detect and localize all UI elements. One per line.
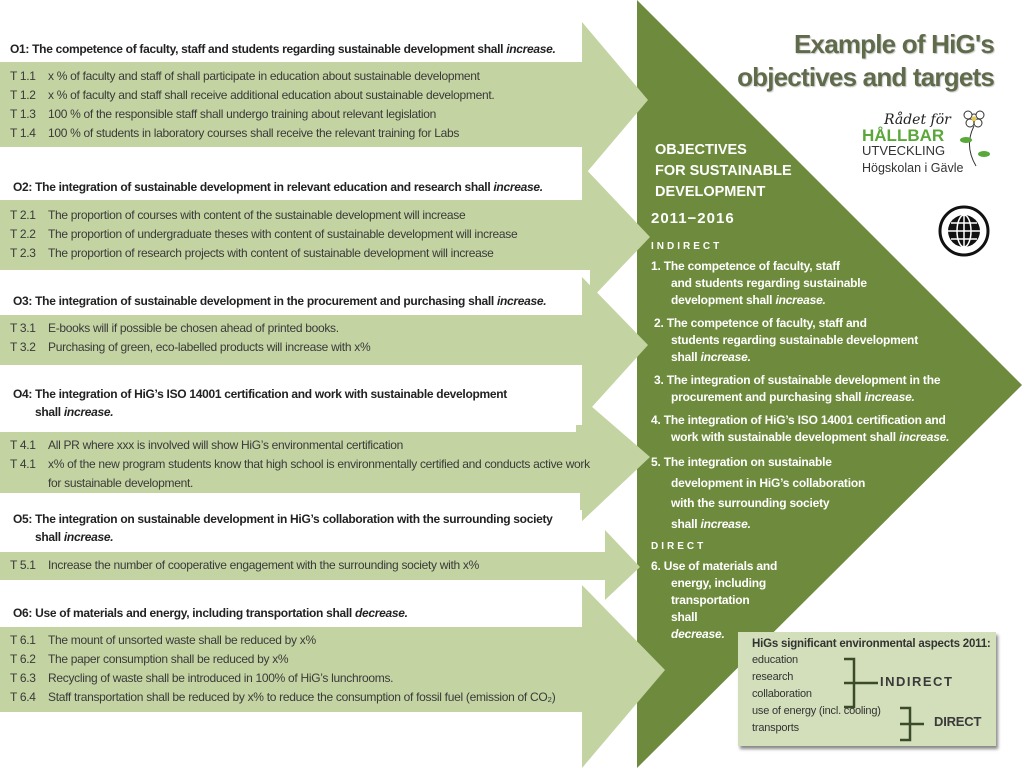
objective-header-o2: O2: The integration of sustainable development in relevant education and research shall increase.: [0, 178, 582, 198]
target-item: T 2.3 The proportion of research projects with content of sustainable development will increase: [10, 246, 494, 260]
direct-label: DIRECT: [934, 714, 982, 729]
objective-header-o3: O3: The integration of sustainable development in the procurement and purchasing shall increase.: [0, 292, 582, 312]
panel-years: 2011−2016: [651, 210, 735, 227]
target-item: T 1.2 x % of faculty and staff shall receive additional education about sustainable development.: [10, 88, 495, 102]
target-item: T 1.1 x % of faculty and staff of shall participate in education about sustainable development: [10, 69, 480, 83]
target-item: T 6.3 Recycling of waste shall be introduced in 100% of HiG’s lunchrooms.: [10, 671, 394, 685]
indirect-section-label: INDIRECT: [651, 241, 723, 252]
iso-certification-seal: [938, 205, 990, 257]
brace-indirect-icon: [842, 657, 882, 713]
targets-o1: [10, 67, 494, 143]
brace-direct-icon: [898, 706, 938, 746]
objective-header-o5: O5: The integration on sustainable development in HiG’s collaboration with the surrounding society shall increase.: [0, 510, 582, 550]
environmental-aspects-box: HiGs significant environmental aspects 2011: education research collaboration use of energy (incl. cooling) transports INDIRECT DIRECT: [738, 632, 996, 746]
targets-o6: [10, 631, 555, 707]
indirect-label: INDIRECT: [880, 674, 954, 689]
target-item: T 6.4 Staff transportation shall be reduced by x% to reduce the consumption of fossil fuel (emission of CO₂): [10, 690, 556, 704]
targets-o3: [10, 319, 370, 357]
target-item: T 2.2 The proportion of undergraduate theses with content of sustainable development will increase: [10, 227, 518, 241]
objective-header-o6: O6: Use of materials and energy, including transportation shall decrease.: [0, 604, 582, 624]
target-item: T 2.1 The proportion of courses with content of the sustainable development will increase: [10, 208, 466, 222]
direct-section-label: DIRECT: [651, 541, 707, 552]
panel-objective-3: 3. The integration of sustainable development in the procurement and purchasing shall increase.: [654, 373, 941, 404]
target-item: T 6.1 The mount of unsorted waste shall be reduced by x%: [10, 633, 316, 647]
objective-header-o1: O1: The competence of faculty, staff and students regarding sustainable development shall increase.: [0, 40, 582, 60]
hallbar-logo: Rådet för HÅLLBAR UTVECKLING Högskolan i Gävle: [862, 112, 997, 175]
panel-objective-2: 2. The competence of faculty, staff and students regarding sustainable development shall increase.: [654, 316, 918, 364]
target-item: T 3.1 E-books will if possible be chosen ahead of printed books.: [10, 321, 339, 335]
flower-icon: [954, 106, 994, 176]
target-item: T 3.2 Purchasing of green, eco-labelled products will increase with x%: [10, 340, 371, 354]
targets-o2: [10, 206, 517, 263]
panel-heading: OBJECTIVES FOR SUSTAINABLE DEVELOPMENT: [655, 142, 792, 200]
panel-objective-6: 6. Use of materials and energy, including transportation shall decrease.: [651, 559, 778, 641]
panel-objective-1: 1. The competence of faculty, staff and students regarding sustainable development shall increase.: [651, 259, 867, 307]
target-item: T 4.1 x% of the new program students know that high school is environmentally certified and conducts active work: [10, 457, 590, 471]
target-item: T 1.3 100 % of the responsible staff shall undergo training about relevant legislation: [10, 107, 437, 121]
target-item: T 1.4 100 % of students in laboratory courses shall receive the relevant training for Labs: [10, 126, 460, 140]
target-item: T 5.1 Increase the number of cooperative engagement with the surrounding society with x%: [10, 558, 479, 572]
panel-objective-5: 5. The integration on sustainable development in HiG’s collaboration with the surrounding society shall increase.: [651, 455, 866, 531]
target-item: T 4.1 All PR where xxx is involved will show HiG’s environmental certification: [10, 438, 403, 452]
targets-o4: [10, 436, 590, 493]
target-item: for sustainable development.: [48, 476, 194, 490]
page-title: Example of HiG's objectives and targets: [737, 29, 994, 92]
targets-o5: [10, 556, 479, 575]
target-item: T 6.2 The paper consumption shall be reduced by x%: [10, 652, 289, 666]
objective-header-o4: O4: The integration of HiG’s ISO 14001 certification and work with sustainable development shall increase.: [0, 385, 582, 425]
panel-objective-4: 4. The integration of HiG’s ISO 14001 certification and work with sustainable development shall increase.: [651, 413, 950, 444]
